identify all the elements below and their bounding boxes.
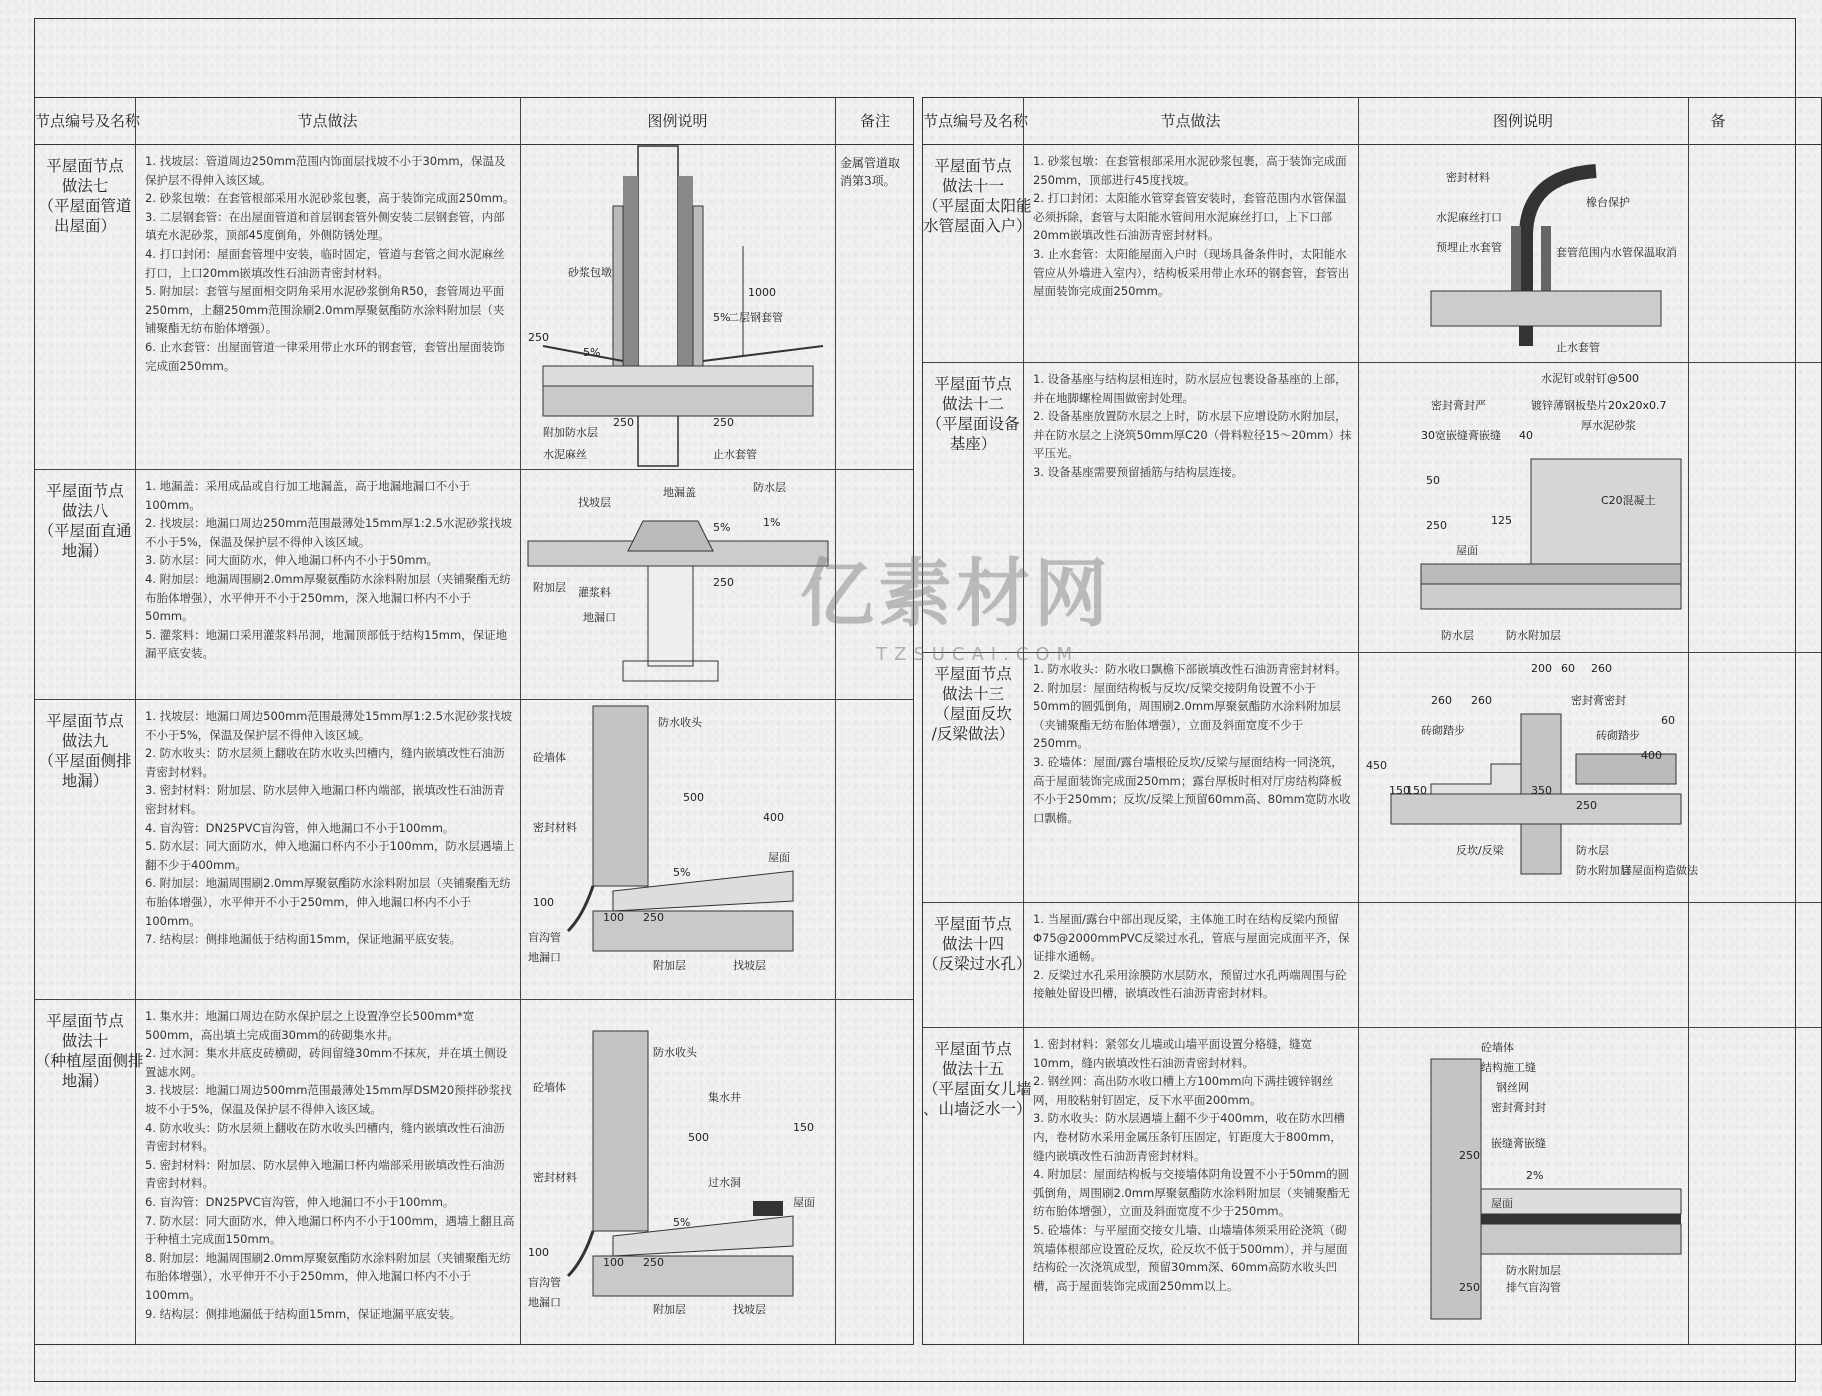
fig-label: 地漏口: [583, 611, 616, 624]
node-method-14: 1. 当屋面/露台中部出现反梁，主体施工时在结构反梁内预留Φ75@2000mmPVC反梁过水孔，管底与屋面完成面平齐，保证排水通畅。 2. 反梁过水孔采用涂膜防水层防水，预留过水孔两端周围与砼接触处留设凹槽，嵌填改性石油沥青密封材料。: [1033, 912, 1350, 1001]
fig-label: 40: [1519, 429, 1533, 442]
figure-side-drain: [523, 701, 833, 996]
header-node-name: 节点编号及名称: [923, 112, 1029, 130]
fig-label: 1%: [763, 516, 781, 529]
fig-label: 250: [643, 1256, 664, 1269]
fig-label: 灌浆料: [578, 586, 611, 599]
fig-label: 水泥麻丝: [543, 448, 587, 461]
fig-label: 二层钢套管: [728, 311, 783, 324]
table-row: [35, 999, 913, 1344]
header-remarks: 备注: [859, 112, 890, 130]
fig-label: 250: [713, 576, 734, 589]
figure-equipment-base: [1361, 364, 1686, 650]
fig-label: 50: [1426, 474, 1440, 487]
fig-label: 250: [643, 911, 664, 924]
fig-label: 5%: [713, 311, 731, 324]
figure-pipe-outlet: [523, 146, 833, 466]
node-method-15: 1. 密封材料：紧邻女儿墙或山墙平面设置分格缝，缝宽10mm，缝内嵌填改性石油沥青密封材料。 2. 钢丝网：高出防水收口槽上方100mm向下满挂镀锌钢丝网，用胶粘射钉固定，反下水平面200mm。 3. 防水收头：防水层遇墙上翻不少于400mm，收在防水凹槽内，卷材防水采用金属压条钉压固定，钉距度大于800mm，缝内嵌填改性石油沥青密封材料。 4. 附加层：屋面结构板与交接墙体阴角设置不小于50mm的圆弧倒角，周围刷2.0mm厚聚氨酯防水涂料附加层（夹铺聚酯无纺布胎体增强），立面及斜面宽度不少于250mm。 5. 砼墙体：与平屋面交接女儿墙、山墙墙体须采用砼浇筑（砌筑墙体根部应设置砼反坎，砼反坎不低于500mm），并与屋面结构砼一次浇筑成型，预留30mm深、60mm高防水收头凹槽，高于屋面装饰完成面250mm以上。: [1033, 1037, 1350, 1293]
node-name-12: 平屋面节点 做法十二 （平屋面设备 基座）: [926, 375, 1020, 453]
watermark-url: TZSUCAI.COM: [876, 644, 1080, 665]
node-method-7: 1. 找坡层：管道周边250mm范围内饰面层找坡不小于30mm，保温及保护层不得伸入该区域。 2. 砂浆包墩：在套管根部采用水泥砂浆包裹，高于装饰完成面250mm。 3. 二层钢套管：在出屋面管道和首层钢套管外侧安装二层钢套管，内部填充水泥砂浆，顶部45度倒角，外侧防锈处理。 4. 打口封闭：屋面套管埋中安装，临时固定，管道与套管之间水泥麻丝打口，上口20mm嵌填改性石油沥青密封材料。 5. 附加层：套管与屋面相交阴角采用水泥砂浆倒角R50，套管周边平面250mm，上翻250mm范围涂刷2.0mm厚聚氨酯防水涂料附加层（夹铺聚酯无纺布胎体增强）。 6. 止水套管：出屋面管道一律采用带止水环的钢套管，套管出屋面装饰完成面250mm。: [145, 154, 515, 373]
fig-label: 100: [603, 911, 624, 924]
table-row: [923, 144, 1821, 363]
fig-label: 止水套管: [713, 448, 757, 461]
node-method-11: 1. 砂浆包墩：在套管根部采用水泥砂浆包裹，高于装饰完成面250mm，顶部进行45度找坡。 2. 打口封闭：太阳能水管穿套管安装时，套管范围内水管保温必须拆除，套管与太阳能水管间用水泥麻丝打口，上下口部20mm嵌填改性石油沥青密封材料。 3. 止水套管：太阳能屋面入户时（现场具备条件时，太阳能水管应从外墙进入室内），结构板采用带止水环的钢套管，套管出屋面装饰完成面250mm。: [1033, 154, 1350, 299]
node-name-8: 平屋面节点 做法八 （平屋面直通 地漏）: [38, 482, 132, 560]
fig-label: 防水层: [753, 481, 786, 494]
fig-label: 附加层: [533, 581, 566, 594]
fig-label: 找坡层: [578, 496, 611, 509]
left-table: [34, 97, 914, 1345]
fig-label: 防水附加层: [1506, 629, 1561, 642]
node-method-10: 1. 集水井：地漏口周边在防水保护层之上设置净空长500mm*宽500mm，高出填土完成面30mm的砖砌集水井。 2. 过水洞：集水井底皮砖横砌，砖间留缝30mm不抹灰，并在填土侧设置滤水网。 3. 找坡层：地漏口周边500mm范围最薄处15mm厚DSM20预拌砂浆找坡不小于5%，保温及保护层不得伸入该区域。 4. 防水收头：防水层须上翻收在防水收头凹槽内，缝内嵌填改性石油沥青密封材料。 5. 密封材料：附加层、防水层伸入地漏口杯内端部采用嵌填改性石油沥青密封材料。 6. 盲沟管：DN25PVC盲沟管，伸入地漏口不小于100mm。 7. 防水层：同大面防水，伸入地漏口杯内不小于100mm，遇墙上翻且高于种植土完成面150mm。 8. 附加层：地漏周围刷2.0mm厚聚氨酯防水涂料附加层（夹铺聚酯无纺布胎体增强），水平伸开不小于250mm，伸入地漏口杯内不小于100mm。 9. 结构层：侧排地漏低于结构面15mm，保证地漏平底安装。: [145, 1009, 515, 1321]
fig-label: 防水层: [1576, 844, 1609, 857]
fig-label: 260: [1591, 662, 1612, 675]
fig-label: 屋面: [768, 851, 790, 864]
fig-label: 5%: [713, 521, 731, 534]
node-method-8: 1. 地漏盖：采用成品或自行加工地漏盖，高于地漏地漏口不小于100mm。 2. 找坡层：地漏口周边250mm范围最薄处15mm厚1:2.5水泥砂浆找坡不小于5%，保温及保护层不得伸入该区域。 3. 防水层：同大面防水，伸入地漏口杯内不小于50mm。 4. 附加层：地漏周围刷2.0mm厚聚氨酯防水涂料附加层（夹铺聚酯无纺布胎体增强），水平伸开不小于250mm，深入地漏口杯内不小于50mm。 5. 灌浆料：地漏口采用灌浆料吊洞，地漏顶部低于结构15mm，保证地漏平底安装。: [145, 479, 512, 661]
fig-label: 水泥钉或射钉@500: [1541, 372, 1639, 385]
fig-label: 260: [1431, 694, 1452, 707]
table-row: [35, 144, 913, 470]
fig-label: 砖砌踏步: [1421, 724, 1465, 737]
node-name-13: 平屋面节点 做法十三 （屋面反坎 /反梁做法）: [931, 665, 1015, 743]
node-name-9: 平屋面节点 做法九 （平屋面侧排 地漏）: [38, 712, 132, 790]
fig-label: 1000: [748, 286, 776, 299]
fig-label: 密封膏密封: [1571, 694, 1626, 707]
fig-label: 400: [1641, 749, 1662, 762]
fig-label: 预埋止水套管: [1436, 241, 1502, 254]
node-method-13: 1. 防水收头：防水收口飘檐下部嵌填改性石油沥青密封材料。 2. 附加层：屋面结构板与反坎/反梁交接阴角设置不小于50mm的圆弧倒角，周围刷2.0mm厚聚氨酯防水涂料附加层（夹铺聚酯无纺布胎体增强），立面及斜面宽度不少于250mm。 3. 砼墙体：屋面/露台墙根砼反坎/反梁与屋面结构一同浇筑，高于屋面装饰完成面250mm；露台厚板时相对厅房结构降板不小于250mm；反坎/反梁上预留60mm高、80mm宽防水收口飘檐。: [1033, 662, 1351, 825]
fig-label: 砖砌踏步: [1596, 729, 1640, 742]
fig-label: 250: [1426, 519, 1447, 532]
fig-label: 砼墙体: [1481, 1041, 1514, 1054]
table-row: [35, 469, 913, 700]
fig-label: 排气盲沟管: [1506, 1281, 1561, 1294]
fig-label: 止水套管: [1556, 341, 1600, 354]
fig-label: C20混凝土: [1601, 494, 1656, 507]
fig-label: 密封材料: [533, 821, 577, 834]
fig-label: 砼墙体: [533, 751, 566, 764]
fig-label: 400: [763, 811, 784, 824]
fig-label: 150: [793, 1121, 814, 1134]
fig-label: 镀锌薄钢板垫片20x20x0.7: [1531, 399, 1667, 412]
fig-label: 5%: [673, 1216, 691, 1229]
fig-label: 地漏口: [528, 1296, 561, 1309]
fig-label: 水泥麻丝打口: [1436, 211, 1502, 224]
fig-label: 密封膏封严: [1431, 399, 1486, 412]
fig-label: 橡台保护: [1586, 196, 1630, 209]
fig-label: 60: [1561, 662, 1575, 675]
node-method-12: 1. 设备基座与结构层相连时，防水层应包裹设备基座的上部，并在地脚螺栓周围做密封处理。 2. 设备基座放置防水层之上时，防水层下应增设防水附加层，并在防水层之上浇筑50mm厚C20（骨料粒径15～20mm）抹平压光。 3. 设备基座需要预留插筋与结构层连接。: [1033, 372, 1352, 479]
fig-label: 200: [1531, 662, 1552, 675]
figure-planted-side-drain: [523, 1001, 833, 1341]
fig-label: 厚水泥砂浆: [1581, 419, 1636, 432]
fig-label: 附加层: [653, 1303, 686, 1316]
table-row: [923, 1027, 1821, 1344]
fig-label: 防水收头: [658, 716, 702, 729]
fig-label: 附加层: [653, 959, 686, 972]
fig-label: 反坎/反梁: [1456, 844, 1504, 857]
fig-label: 屋面: [793, 1196, 815, 1209]
fig-label: 500: [683, 791, 704, 804]
fig-label: 250: [1459, 1281, 1480, 1294]
fig-label: 防水收头: [653, 1046, 697, 1059]
node-name-11: 平屋面节点 做法十一 （平屋面太阳能 水管屋面入户）: [923, 157, 1032, 235]
fig-label: 盲沟管: [528, 931, 561, 944]
header-remarks: 备: [1710, 112, 1726, 130]
fig-label: 防水附加层: [1506, 1264, 1561, 1277]
fig-label: 密封材料: [1446, 171, 1490, 184]
header-node-name: 节点编号及名称: [35, 112, 141, 130]
fig-label: 过水洞: [708, 1176, 741, 1189]
fig-label: 砼墙体: [533, 1081, 566, 1094]
fig-label: 150: [1406, 784, 1427, 797]
watermark-logo: 亿素材网: [800, 551, 1112, 637]
table-row: [923, 902, 1821, 1028]
fig-label: 屋面: [1456, 544, 1478, 557]
fig-label: 地漏盖: [663, 486, 696, 499]
fig-label: 嵌缝膏嵌缝: [1491, 1137, 1546, 1150]
figure-upstand-beam: [1361, 654, 1698, 900]
right-table: [922, 97, 1822, 1345]
fig-label: 260: [1471, 694, 1492, 707]
header-node-method: 节点做法: [297, 112, 358, 130]
fig-label: 250: [613, 416, 634, 429]
fig-label: 150: [1389, 784, 1410, 797]
node-method-9: 1. 找坡层：地漏口周边500mm范围最薄处15mm厚1:2.5水泥砂浆找坡不小于5%，保温及保护层不得伸入该区域。 2. 防水收头：防水层须上翻收在防水收头凹槽内，缝内嵌填改性石油沥青密封材料。 3. 密封材料：附加层、防水层伸入地漏口杯内端部，嵌填改性石油沥青密封材料。 4. 盲沟管：DN25PVC盲沟管，伸入地漏口不小于100mm。 5. 防水层：同大面防水，伸入地漏口杯内不小于100mm，防水层遇墙上翻不少于400mm。 6. 附加层：地漏周围刷2.0mm厚聚氨酯防水涂料附加层（夹铺聚酯无纺布胎体增强），水平伸开不小于250mm，伸入地漏口杯内不小于100mm。 7. 结构层：侧排地漏低于结构面15mm，保证地漏平底安装。: [145, 709, 515, 947]
fig-label: 250: [1576, 799, 1597, 812]
fig-label: 250: [1459, 1149, 1480, 1162]
figure-solar-pipe: [1361, 146, 1686, 360]
fig-label: 钢丝网: [1496, 1081, 1529, 1094]
header-node-method: 节点做法: [1160, 112, 1221, 130]
fig-label: 100: [533, 896, 554, 909]
fig-label: 防水层: [1441, 629, 1474, 642]
table-row: [923, 652, 1821, 903]
fig-label: 450: [1366, 759, 1387, 772]
fig-label: 60: [1661, 714, 1675, 727]
fig-label: 找坡层: [733, 959, 766, 972]
header-figure: 图例说明: [1492, 112, 1553, 130]
fig-label: 125: [1491, 514, 1512, 527]
table-row: [35, 699, 913, 1000]
fig-label: 250: [528, 331, 549, 344]
header-figure: 图例说明: [647, 112, 708, 130]
fig-label: 250: [713, 416, 734, 429]
fig-label: 500: [688, 1131, 709, 1144]
fig-label: 盲沟管: [528, 1276, 561, 1289]
fig-label: 5%: [583, 346, 601, 359]
fig-label: 附加防水层: [543, 426, 598, 439]
figure-direct-drain: [523, 471, 833, 696]
fig-label: 砂浆包墩: [568, 266, 612, 279]
fig-label: 屋面: [1491, 1197, 1513, 1210]
fig-label: 100: [603, 1256, 624, 1269]
fig-label: 30宽嵌缝膏嵌缝: [1421, 429, 1501, 442]
fig-label: 密封材料: [533, 1171, 577, 1184]
fig-label: 防水附加层: [1576, 864, 1631, 877]
fig-label: 套管范围内水管保温取消: [1556, 246, 1677, 259]
fig-label: 结构施工缝: [1481, 1061, 1536, 1074]
fig-label: 地漏口: [528, 951, 561, 964]
fig-label: 找坡层: [733, 1303, 766, 1316]
left-header-row: [35, 98, 913, 145]
right-header-row: [923, 98, 1821, 145]
fig-label: 集水井: [708, 1091, 741, 1104]
fig-label: 密封膏封封: [1491, 1101, 1546, 1114]
figure-parapet-flashing: [1361, 1029, 1686, 1342]
fig-label: 2%: [1526, 1169, 1544, 1182]
fig-label: 详屋面构造做法: [1621, 864, 1698, 877]
fig-label: 350: [1531, 784, 1552, 797]
fig-label: 100: [528, 1246, 549, 1259]
node-name-10: 平屋面节点 做法十 （种植屋面侧排 地漏）: [35, 1012, 144, 1090]
remark-7: 金属管道取消第3项。: [840, 156, 901, 188]
fig-label: 5%: [673, 866, 691, 879]
node-name-7: 平屋面节点 做法七 （平屋面管道 出屋面）: [38, 157, 132, 235]
node-name-15: 平屋面节点 做法十五 （平屋面女儿墙 、山墙泛水一）: [923, 1040, 1032, 1118]
node-name-14: 平屋面节点 做法十四 （反梁过水孔）: [923, 915, 1032, 973]
